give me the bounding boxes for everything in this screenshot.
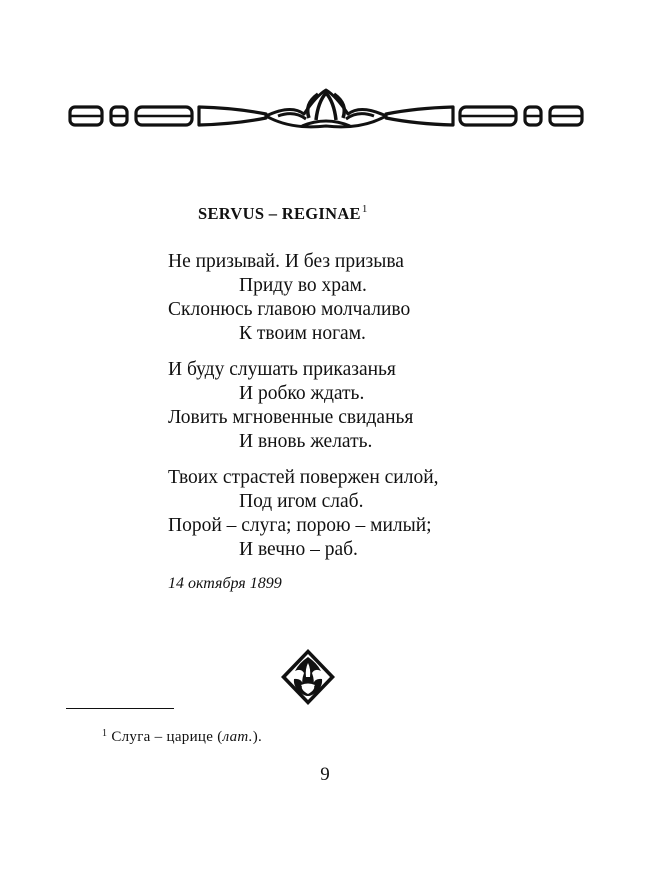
footnote-text-end: ). xyxy=(252,729,263,745)
poem-title-text: SERVUS – REGINAE xyxy=(198,204,361,223)
poem-line: И буду слушать приказанья xyxy=(168,359,396,380)
poem-line: К твоим ногам. xyxy=(239,323,366,344)
poem-line: Склонюсь главою молчаливо xyxy=(168,299,411,320)
footnote xyxy=(102,728,262,746)
footnote-mark: 1 xyxy=(102,728,108,739)
poem-date: 14 октября 1899 xyxy=(168,575,282,592)
floral-diamond-vignette-icon xyxy=(279,647,337,707)
page-number: 9 xyxy=(320,764,330,785)
poem-line: Приду во храм. xyxy=(239,275,367,296)
title-footnote-mark: 1 xyxy=(361,203,368,215)
footnote-divider xyxy=(66,708,174,709)
poem-line: Твоих страстей повержен силой, xyxy=(168,467,439,488)
poem-body xyxy=(168,250,439,574)
poem-line: И вечно – раб. xyxy=(239,539,358,560)
poem-title xyxy=(198,203,368,224)
poem-line: Порой – слуга; порою – милый; xyxy=(168,515,432,536)
poem-line: И вновь желать. xyxy=(239,431,373,452)
stanza xyxy=(168,250,439,346)
poem-line: Не призывай. И без призыва xyxy=(168,251,404,272)
art-nouveau-ornament-icon xyxy=(66,86,586,136)
poem-line: Ловить мгновенные свиданья xyxy=(168,407,414,428)
poem-line: Под игом слаб. xyxy=(239,491,364,512)
stanza xyxy=(168,466,439,562)
poem-line: И робко ждать. xyxy=(239,383,365,404)
footnote-text: Слуга – царице ( xyxy=(111,729,223,745)
footnote-abbrev: лат. xyxy=(222,729,253,745)
stanza xyxy=(168,358,439,454)
